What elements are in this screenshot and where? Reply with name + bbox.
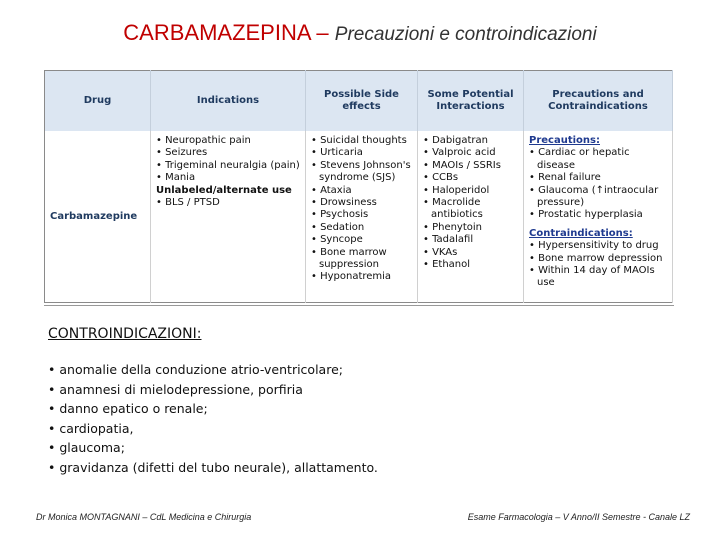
contraindications-title: CONTROINDICAZIONI: (48, 326, 202, 342)
list-item: • danno epatico o renale; (48, 399, 378, 419)
side-effects-list (311, 135, 412, 284)
list-item: • Prostatic hyperplasia (529, 209, 667, 221)
unlabeled-list (156, 197, 300, 209)
list-item: • Bone marrow suppression (311, 247, 412, 272)
title-subtitle: Precauzioni e controindicazioni (334, 24, 597, 45)
header-drug: Drug (45, 71, 151, 132)
drug-name: Carbamazepine (45, 131, 151, 303)
precautions-heading: Precautions: (529, 135, 600, 146)
list-item: • glaucoma; (48, 438, 378, 458)
list-item: • Ethanol (423, 259, 518, 271)
header-indications: Indications (151, 71, 306, 132)
interactions-list (423, 135, 518, 271)
list-item: • Valproic acid (423, 147, 518, 159)
drug-info-table (44, 70, 673, 303)
list-item: • Mania (156, 172, 300, 184)
table-row (45, 131, 673, 303)
footer-course: Esame Farmacologia – V Anno/II Semestre - Canale LZ (467, 512, 690, 522)
header-interactions: Some Potential Interactions (418, 71, 524, 132)
interactions-cell (418, 131, 524, 303)
list-item: • Psychosis (311, 209, 412, 221)
list-item: • Ataxia (311, 185, 412, 197)
side-effects-cell (306, 131, 418, 303)
header-side-effects: Possible Side effects (306, 71, 418, 132)
list-item: • Drowsiness (311, 197, 412, 209)
list-item: • Trigeminal neuralgia (pain) (156, 160, 300, 172)
list-item: • Seizures (156, 147, 300, 159)
contraindications-bullets (48, 360, 378, 477)
header-precautions: Precautions and Contraindications (524, 71, 673, 132)
contraindications-section (44, 305, 674, 478)
indications-cell (151, 131, 306, 303)
list-item: • VKAs (423, 247, 518, 259)
list-item: • BLS / PTSD (156, 197, 300, 209)
list-item: • Suicidal thoughts (311, 135, 412, 147)
list-item: • Syncope (311, 234, 412, 246)
list-item: • Stevens Johnson's syndrome (SJS) (311, 160, 412, 185)
slide-title (0, 20, 720, 46)
list-item: • Sedation (311, 222, 412, 234)
list-item: • Dabigatran (423, 135, 518, 147)
list-item: • Phenytoin (423, 222, 518, 234)
unlabeled-heading: Unlabeled/alternate use (156, 184, 292, 196)
list-item: • anomalie della conduzione atrio-ventricolare; (48, 360, 378, 380)
indications-list (156, 135, 300, 185)
list-item: • anamnesi di mielodepressione, porfiria (48, 380, 378, 400)
list-item: • cardiopatia, (48, 419, 378, 439)
list-item: • MAOIs / SSRIs (423, 160, 518, 172)
list-item: • Tadalafil (423, 234, 518, 246)
list-item: • CCBs (423, 172, 518, 184)
precautions-cell (524, 131, 673, 303)
contraindications-heading: Contraindications: (529, 227, 633, 239)
list-item: • Haloperidol (423, 185, 518, 197)
list-item: • Cardiac or hepatic disease (529, 147, 667, 172)
list-item: • Hypersensitivity to drug (529, 240, 667, 252)
list-item: • Hyponatremia (311, 271, 412, 283)
list-item: • Macrolide antibiotics (423, 197, 518, 222)
table-header-row (45, 71, 673, 132)
list-item: • Neuropathic pain (156, 135, 300, 147)
list-item: • Urticaria (311, 147, 412, 159)
precautions-list (529, 147, 667, 221)
contraindications-list (529, 240, 667, 290)
list-item: • gravidanza (difetti del tubo neurale), allattamento. (48, 458, 378, 478)
title-main: CARBAMAZEPINA – (123, 20, 329, 45)
list-item: • Glaucoma (↑intraocular pressure) (529, 185, 667, 210)
footer-author: Dr Monica MONTAGNANI – CdL Medicina e Chirurgia (36, 512, 252, 522)
list-item: • Renal failure (529, 172, 667, 184)
list-item: • Within 14 day of MAOIs use (529, 265, 667, 290)
list-item: • Bone marrow depression (529, 253, 667, 265)
